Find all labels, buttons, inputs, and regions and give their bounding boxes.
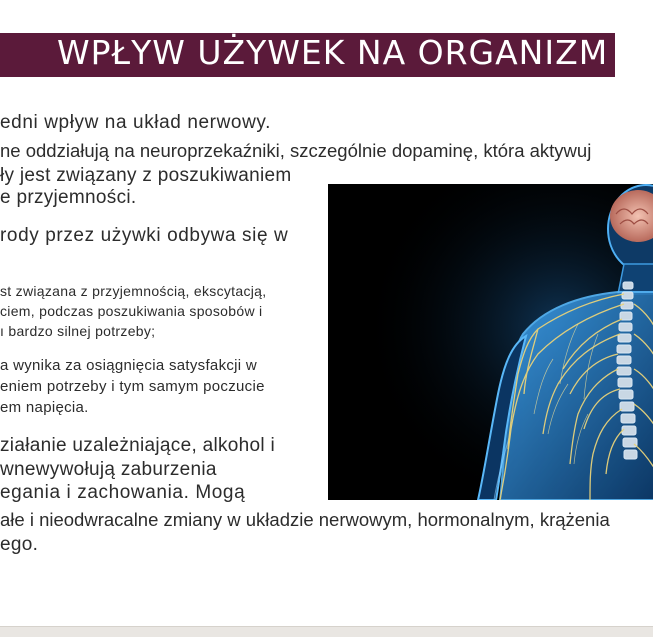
text-line-12: ziałanie uzależniające, alkohol i bbox=[0, 435, 276, 456]
text-line-3: ły jest związany z poszukiwaniem bbox=[0, 165, 292, 186]
text-line-4: e przyjemności. bbox=[0, 187, 137, 208]
text-line-13: wnewywołują zaburzenia bbox=[0, 459, 217, 480]
text-line-11: em napięcia. bbox=[0, 399, 89, 416]
text-line-16: ego. bbox=[0, 534, 39, 555]
text-line-9: a wynika za osiągnięcia satysfakcji w bbox=[0, 357, 258, 374]
text-line-2: ne oddziałują na neuroprzekaźniki, szczególnie dopaminę, która aktywuj bbox=[0, 140, 592, 161]
text-line-1: edni wpływ na układ nerwowy. bbox=[0, 112, 271, 133]
nervous-system-image bbox=[328, 184, 653, 500]
text-line-14: egania i zachowania. Mogą bbox=[0, 482, 246, 503]
text-line-8: ı bardzo silnej potrzeby; bbox=[0, 323, 156, 339]
nervous-system-illustration-icon bbox=[328, 184, 653, 500]
slide-bottom-strip bbox=[0, 626, 653, 637]
slide-title: WPŁYW UŻYWEK NA ORGANIZM bbox=[57, 33, 609, 72]
text-line-6: st związana z przyjemnością, ekscytacją, bbox=[0, 283, 267, 299]
text-line-5: rody przez używki odbywa się w bbox=[0, 225, 289, 246]
text-line-7: ciem, podczas poszukiwania sposobów i bbox=[0, 303, 263, 319]
text-line-10: eniem potrzeby i tym samym poczucie bbox=[0, 378, 265, 395]
text-line-15: ałe i nieodwracalne zmiany w układzie nerwowym, hormonalnym, krążenia bbox=[0, 509, 610, 530]
